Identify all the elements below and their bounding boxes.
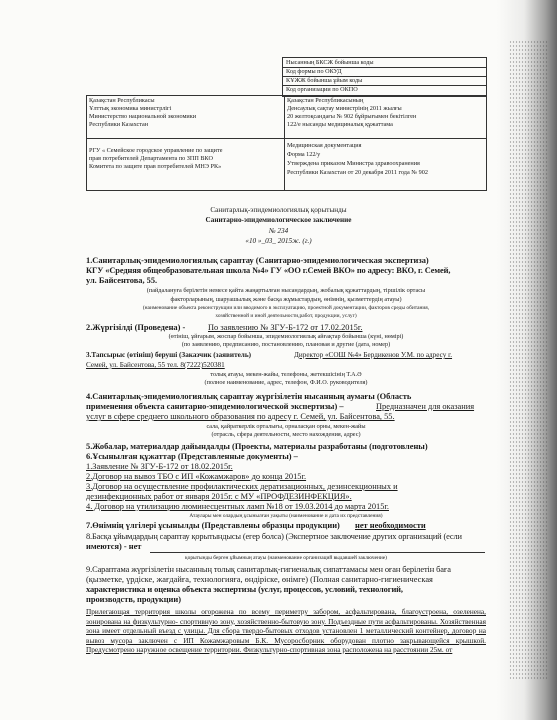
item1-line: ул. Байсентова, 55. (86, 276, 158, 285)
item5-line: 5.Жобалар, материалдар дайындалды (Проекты, материалы разработаны (подготовлены) (86, 442, 428, 451)
item1-line: КГУ «Средняя общеобразовательная школа №4» ГУ «ОО г.Семей ВКО» по адресу: ВКО, г. Семей, (86, 266, 451, 275)
item9-line: производств, продукции) (86, 595, 181, 604)
order-kz-line: Денсаулық сақтау министрінің 2011 жылғы (287, 105, 402, 112)
item1-note: (пайдалануға берілетін немесе қайта жаңартылған нысандардың, жобалық құжаттардың, тіршілік ортасы (146, 287, 426, 294)
item3-note: (полное наименование, адрес, телефон, Ф.И.О. руководителя) (204, 379, 368, 386)
form-code-line: Нысанның БКСЖ бойынша коды (286, 59, 374, 66)
title-kz: Санитарлық-эпидемиологиялық қорытынды (210, 206, 347, 214)
item6-doc: 2.Договор на вывоз ТБО с ИП «Кожамжаров» до конца 2015г. (86, 472, 307, 481)
conclusion-number: № 234 (268, 227, 289, 235)
item9-line: 9.Сараптама жүргізілетін нысанның толық санитарлық-гигиеналық сипаттамасы мен оған берілетін баға (86, 565, 451, 574)
authority-line: Комитета по защите прав потребителей МНЭ РК» (89, 163, 222, 170)
item2-note: (өтініш, ұйғарым, жоспар бойынша, эпидемиологиялық айғақтар бойынша (күні, нөмірі) (168, 333, 404, 340)
title-ru: Санитарно-эпидемиологическое заключение (205, 216, 352, 224)
authority-line: прав потребителей Департамента по ЗПП ВКО (89, 155, 213, 162)
item6-doc: дезинфекционных работ от января 2015г. с МУ «ПРОФДЕЗИНФЕКЦИЯ». (86, 492, 352, 501)
item4-line: Предназначен для оказания (376, 402, 475, 411)
item3-note: толық атауы, мекен-жайы, телефоны, жетекшісінің Т.А.Ә (210, 371, 362, 378)
item2-note: (по заявлению, предписанию, постановлению, плановая и другие (дата, номер) (181, 341, 391, 348)
ministry-kz-line: Қазақстан Республикасы (89, 97, 155, 104)
order-kz-line: 122/е нысанды медициналық құжаттама (287, 121, 393, 128)
item3-value: Директор «СОШ №4» Бердикенов У.М. по адресу г. (294, 351, 453, 359)
item6-doc: 4. Договор на утилизацию люминесцентных ламп №18 от 19.03.2014 до марта 2015г. (86, 502, 389, 511)
item8-line: 8.Басқа ұйымдардың сараптау қорытындысы (егер болса) (Экспертное заключение других организаций (если (86, 532, 462, 541)
item3-value: Семей, ул. Байсентова, 55 тел. 8(7222)520381 (86, 361, 225, 369)
item2-label: 2.Жүргізілді (Проведена) - (86, 323, 186, 332)
item6-note: Атаулары мен олардың ұсынылған уақыты (наименование и дата их представления) (189, 513, 383, 519)
conclusion-date: «10 »_03_ 2015ж. (г.) (245, 237, 312, 245)
order-ru-line: Медицинская документация (287, 142, 362, 149)
order-ru-line: Утверждена приказом Министра здравоохранения (287, 160, 420, 167)
item6-doc: 3.Договор на осуществление профилактических дератизационных, дезинсекционных и (86, 482, 398, 491)
item6-doc: 1.Заявление № ЗГУ-Б-172 от 18.02.2015г. (86, 462, 233, 471)
item4-line: применения объекта санитарно-эпидемиологической экспертизы) – (86, 402, 344, 411)
item2-value: По заявлению № ЗГУ-Б-172 от 17.02.2015г. (208, 323, 363, 332)
order-ru-line: Республики Казахстан от 20 декабря 2011 года № 902 (287, 169, 428, 176)
ministry-kz-line: Ұлттық экономика министрлігі (89, 105, 172, 112)
item8-note: қорытынды берген ұйымның атауы (наименование организаций выдавшей заключение) (185, 555, 387, 561)
item7-label: 7.Өнімнің үлгілері ұсынылды (Представлены образцы продукции) (86, 521, 340, 530)
item3-label: 3.Тапсырыс (өтініш) беруші (Заказчик (заявитель) (86, 351, 252, 359)
form-code-line: Код формы по ОКУД (286, 68, 342, 75)
scan-noise (509, 40, 549, 680)
item4-line: услуг в сфере среднего школьного образования по адресу г. Семей, ул. Байсентова, 55. (86, 412, 395, 421)
item9-body: Прилегающая территория школы огорожена по всему периметру забором, асфальтирована, благоустроена, озеленена, зонирована на физкультурно- спортивную зону, хозяйственно-бытовую зону. Подъездные пути асфальтированы. Хозяйственная зона имеет отдельный въезд с улицы. Для сбора твердо-бытовых отходов установлен 1 металлический контейнер, договор на вывоз мусора заключен с ИП Кожамжаровым Б.К. Мусоросборник оборудован плотно закрывающейся крышкой. Предусмотрено наружное освещение территории. Физкультурно-спортивная зона расположена на расстоянии 25м. от (86, 607, 486, 654)
item1-note: (наименование объекта реконструкции или вводимого в эксплуатацию, проектной документации, факторов среды обитания, (142, 305, 430, 311)
item9-line: (қызметке, үрдіске, жағдайға, технологияға, өндіріске, өнімге) (Полная санитарно-гигиеническая (86, 575, 433, 584)
ministry-ru-line: Республики Казахстан (89, 121, 149, 128)
order-ru-line: Форма 122/у (287, 151, 321, 158)
item6-label: 6.Ұсынылған құжаттар (Представленные документы) – (86, 452, 298, 461)
item7-value: нет необходимости (355, 521, 426, 530)
order-kz-line: 20 желтоқсандағы № 902 бұйрығымен бекітілген (287, 113, 417, 120)
order-kz-line: Қазақстан Республикасының (287, 97, 364, 104)
item1-note: хозяйственной и иной деятельности,работ, продукции, услуг) (215, 313, 357, 319)
item1-line: 1.Санитарлық-эпидемиологиялық сараптау (Санитарно-эпидемиологическая экспертиза) (86, 256, 429, 265)
item1-note: факторларының, шаруашылық және басқа жұмыстардың, өнімнің, қызметтердің атауы) (170, 296, 402, 303)
form-code-line: КҰЖЖ бойынша ұйым коды (286, 77, 363, 84)
item4-note: сала, қайраткерлік орталығы, орналасқан орны, мекен-жайы (206, 423, 366, 430)
item4-line: 4.Санитарлық-эпидемиологиялық сараптау жүргізілетін нысанның аумағы (Область (86, 392, 412, 401)
authority-line: РГУ « Семейское городское управление по защите (89, 147, 223, 154)
item4-note: (отрасль, сфера деятельности, место нахождения, адрес) (211, 431, 361, 438)
item8-line: имеются) - нет (86, 542, 142, 551)
form-code-box (282, 57, 487, 97)
ministry-ru-line: Министерство национальной экономики (89, 113, 197, 120)
item9-line: характеристика и оценка объекта экспертизы (услуг, процессов, условий, технологий, (86, 585, 403, 594)
form-code-line: Код организации по ОКПО (286, 86, 358, 93)
